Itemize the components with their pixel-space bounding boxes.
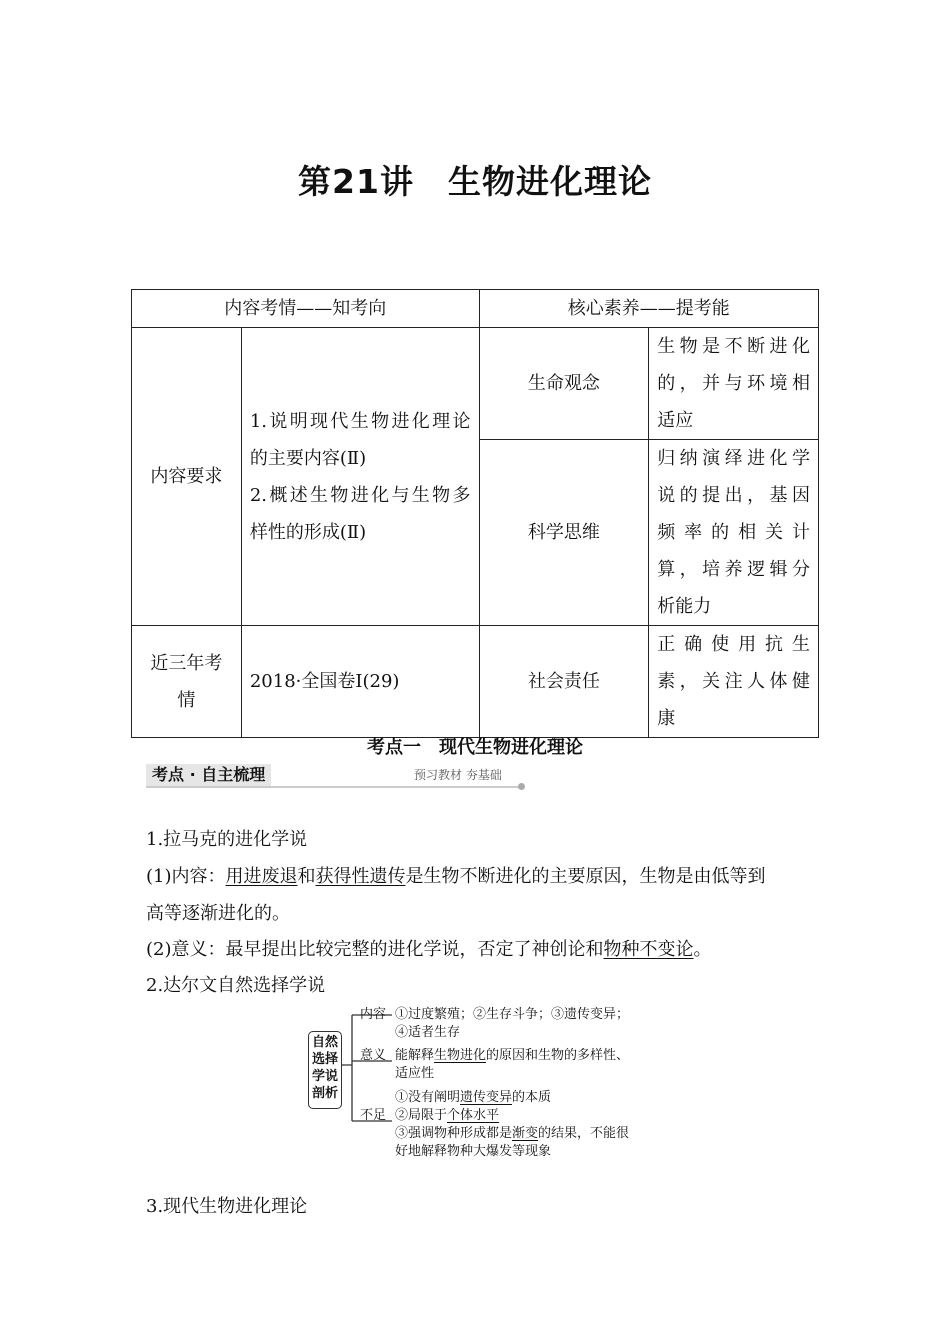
banner-tag: 考点 · 自主梳理 [146,764,271,786]
competency-name: 生命观念 [479,328,649,440]
overview-table [131,289,819,738]
section-title: 考点一 现代生物进化理论 [367,737,583,758]
table-header-right: 核心素养——提考能 [479,290,819,328]
banner-dot-icon [518,783,525,790]
diagram-short1: ①没有阐明遗传变异的本质 [395,1090,552,1105]
competency-name: 科学思维 [479,440,649,626]
diagram-meaning-line2: 适应性 [395,1066,435,1081]
diagram-box: 自然 选择 学说 剖析 [308,1031,342,1109]
lamarck-content: (1)内容：用进废退和获得性遗传是生物不断进化的主要原因，生物是由低等到 [146,866,766,887]
banner-line [146,786,520,788]
diagram-content-line1: ①过度繁殖；②生存斗争；③遗传变异； [395,1007,630,1022]
req-label: 内容要求 [132,328,242,626]
lamarck-meaning: (2)意义：最早提出比较完整的进化学说，否定了神创论和物种不变论。 [146,939,712,960]
recent-value: 2018·全国卷Ⅰ(29) [241,626,479,738]
section-banner [146,764,526,788]
heading-darwin: 2.达尔文自然选择学说 [146,975,326,996]
competency-desc: 生物是不断进化 的，并与环境相 适应 [649,328,819,440]
darwin-diagram [300,1003,660,1163]
table-header-left: 内容考情——知考向 [132,290,480,328]
diagram-meaning-line1: 能解释生物进化的原因和生物的多样性、 [395,1048,630,1063]
heading-modern: 3.现代生物进化理论 [146,1196,308,1217]
diagram-short3: ③强调物种形成都是渐变的结果，不能很 [395,1126,630,1141]
diagram-short3-line2: 好地解释物种大爆发等现象 [395,1144,552,1159]
req-content: 1.说明现代生物进化理论 的主要内容(Ⅱ) 2.概述生物进化与生物多 样性的形成(Ⅱ) [241,328,479,626]
competency-name: 社会责任 [479,626,649,738]
diagram-short2: ②局限于个体水平 [395,1108,500,1123]
recent-label: 近三年考 情 [132,626,242,738]
page-title: 第21讲 生物进化理论 [298,162,652,201]
diagram-content-line2: ④适者生存 [395,1025,461,1040]
diagram-label-shortcoming: 不足 [360,1108,387,1123]
competency-desc: 正确使用抗生 素，关注人体健 康 [649,626,819,738]
banner-subtitle: 预习教材 夯基础 [414,768,502,782]
lamarck-content-line2: 高等逐渐进化的。 [146,903,290,924]
diagram-label-meaning: 意义 [360,1048,387,1063]
heading-lamarck: 1.拉马克的进化学说 [146,829,308,850]
diagram-label-content: 内容 [360,1007,387,1022]
competency-desc: 归纳演绎进化学 说的提出，基因 频率的相关计 算，培养逻辑分 析能力 [649,440,819,626]
